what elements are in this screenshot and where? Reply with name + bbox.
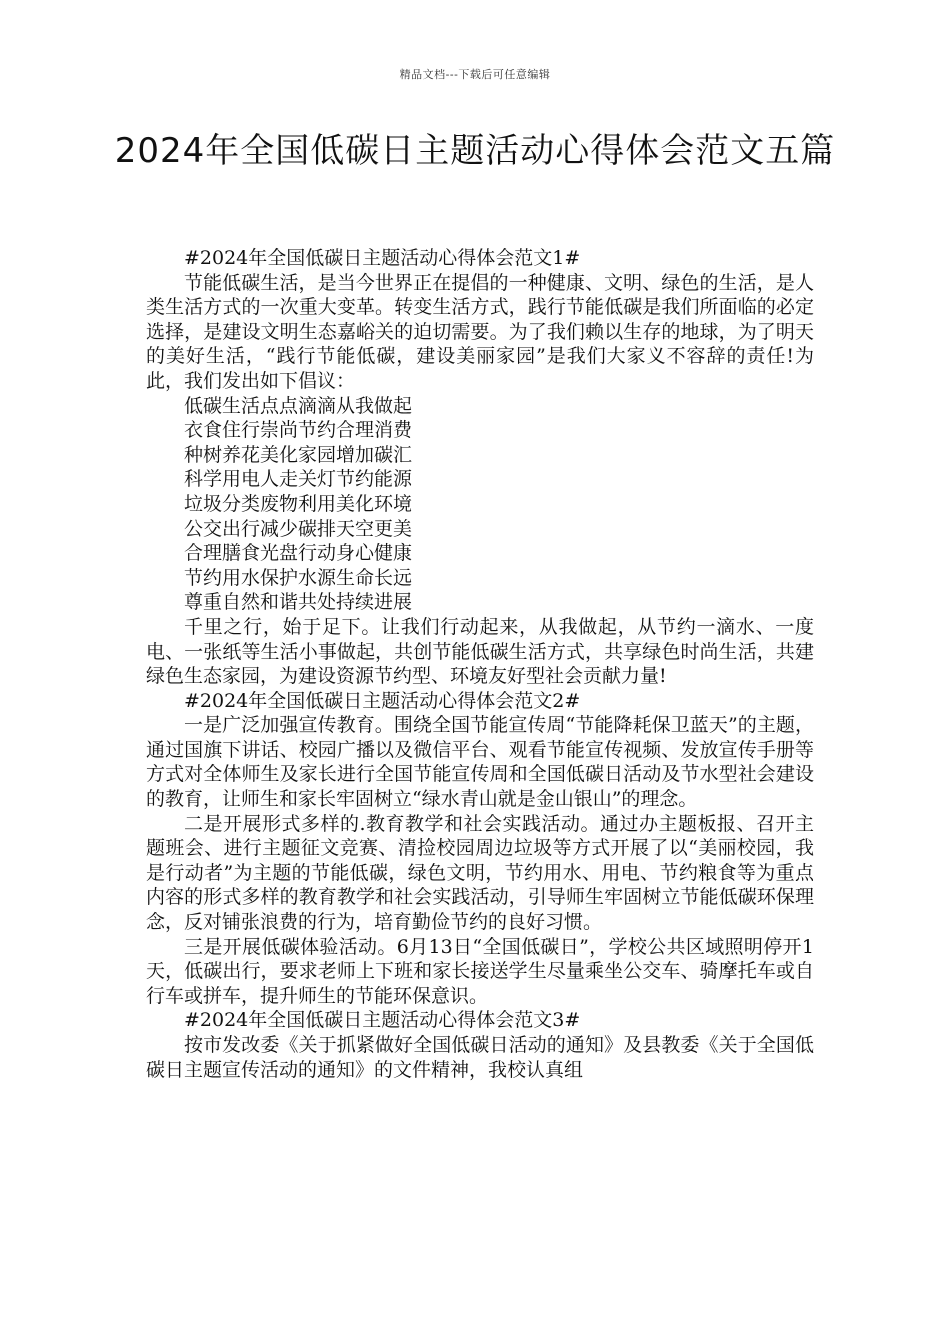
slogan-line: 低碳生活点点滴滴从我做起: [184, 394, 413, 417]
slogan-line: 垃圾分类废物利用美化环境: [184, 492, 413, 515]
body-paragraph: 一是广泛加强宣传教育。围绕全国节能宣传周“节能降耗保卫蓝天”的主题，通过国旗下讲话、校园广播以及微信平台、观看节能宣传视频、发放宣传手册等方式对全体师生及家长进行全国节能宣传周和全国低碳日活动及节水型社会建设的教育，让师生和家长牢固树立“绿水青山就是金山银山”的理念。: [146, 714, 814, 811]
document-body: [146, 246, 814, 1082]
body-paragraph: 三是开展低碳体验活动。6月13日“全国低碳日”，学校公共区域照明停开1天，低碳出行，要求老师上下班和家长接送学生尽量乘坐公交车、骑摩托车或自行车或拼车，提升师生的节能环保意识。: [146, 935, 814, 1007]
slogan-line: 节约用水保护水源生命长远: [184, 566, 413, 589]
slogan-line: 衣食住行崇尚节约合理消费: [184, 419, 413, 442]
slogan-line: 种树养花美化家园增加碳汇: [184, 443, 413, 466]
document-header-note: 精品文档---下载后可任意编辑: [399, 68, 551, 81]
section-heading: #2024年全国低碳日主题活动心得体会范文3#: [184, 1009, 581, 1032]
body-paragraph: 二是开展形式多样的.教育教学和社会实践活动。通过办主题板报、召开主题班会、进行主题征文竞赛、清捡校园周边垃圾等方式开展了以“美丽校园，我是行动者”为主题的节能低碳，绿色文明，节约用水、用电、节约粮食等为重点内容的形式多样的教育教学和社会实践活动，引导师生牢固树立节能低碳环保理念，反对铺张浪费的行为，培育勤俭节约的良好习惯。: [146, 812, 814, 934]
body-paragraph: 千里之行，始于足下。让我们行动起来，从我做起，从节约一滴水、一度电、一张纸等生活小事做起，共创节能低碳生活方式，共享绿色时尚生活，共建绿色生态家园，为建设资源节约型、环境友好型社会贡献力量!: [146, 615, 814, 688]
section-heading: #2024年全国低碳日主题活动心得体会范文1#: [184, 247, 581, 269]
section-heading: #2024年全国低碳日主题活动心得体会范文2#: [184, 689, 581, 712]
slogan-line: 科学用电人走关灯节约能源: [184, 468, 413, 491]
slogan-line: 合理膳食光盘行动身心健康: [184, 542, 413, 565]
body-paragraph: 按市发改委《关于抓紧做好全国低碳日活动的通知》及县教委《关于全国低碳日主题宣传活动的通知》的文件精神，我校认真组: [146, 1034, 814, 1081]
body-paragraph: 节能低碳生活，是当今世界正在提倡的一种健康、文明、绿色的生活，是人类生活方式的一次重大变革。转变生活方式，践行节能低碳是我们所面临的必定选择，是建设文明生态嘉峪关的迫切需要。为了我们赖以生存的地球，为了明天的美好生活，“践行节能低碳，建设美丽家园”是我们大家义不容辞的责任!为此，我们发出如下倡议：: [146, 271, 814, 392]
slogan-line: 公交出行减少碳排天空更美: [184, 517, 413, 540]
document-title: 2024年全国低碳日主题活动心得体会范文五篇: [114, 131, 836, 171]
slogan-line: 尊重自然和谐共处持续进展: [184, 591, 413, 614]
